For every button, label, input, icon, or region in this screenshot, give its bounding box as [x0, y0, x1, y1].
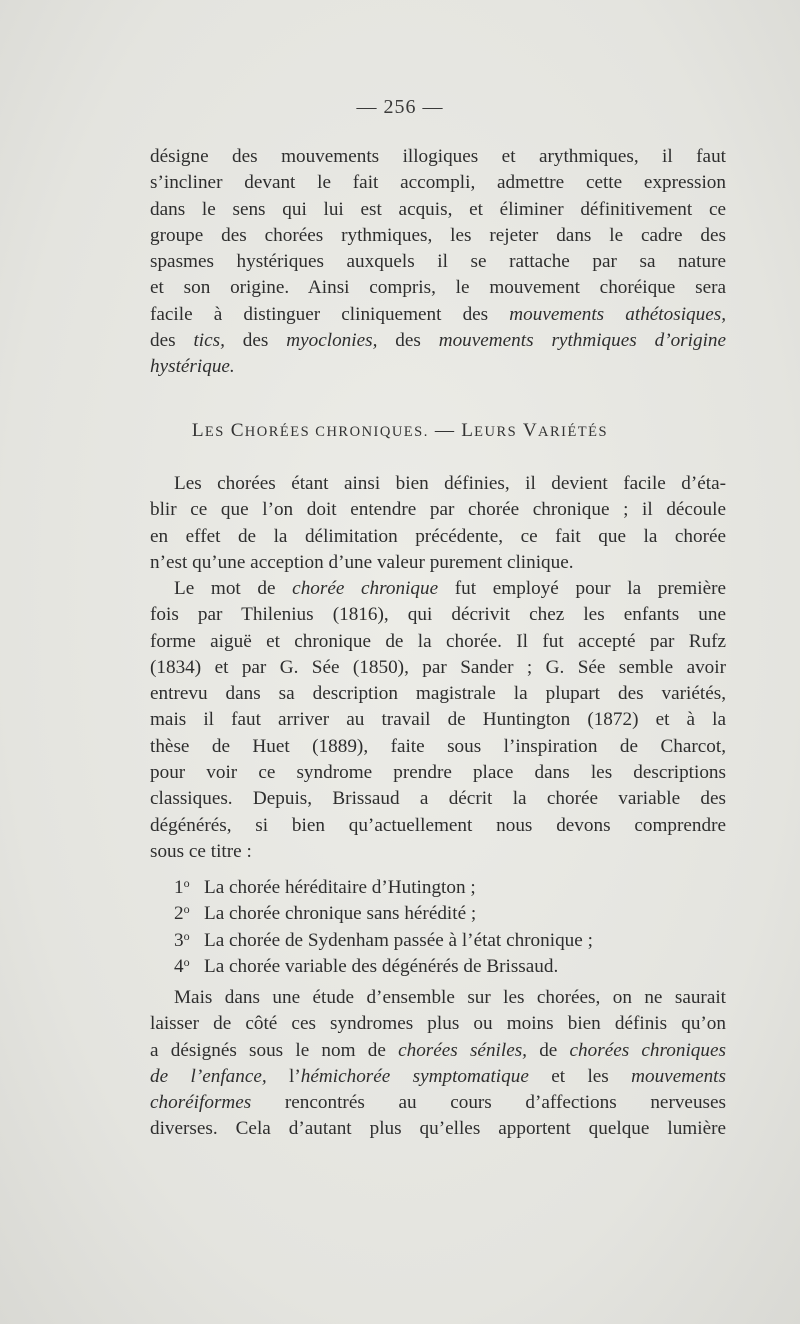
italic-term: myoclonies, — [286, 330, 378, 352]
list-text: La chorée héréditaire d’Hutington ; — [204, 877, 476, 898]
text-line: s’incliner devant le fait accompli, admettre cette expression — [150, 172, 726, 194]
text-line: laisser de côté ces syndromes plus ou moins bien définis qu’on — [150, 1013, 726, 1035]
text-line: (1834) et par G. Sée (1850), par Sander ; G. Sée semble avoir — [150, 656, 726, 678]
text-line: fois par Thilenius (1816), qui décrivit chez les enfants une — [150, 604, 726, 626]
paragraph-1 — [150, 144, 726, 381]
text-line — [150, 302, 726, 328]
italic-term: mouvements — [631, 1065, 726, 1087]
list-text: La chorée de Sydenham passée à l’état chronique ; — [204, 929, 593, 951]
text-line: thèse de Huet (1889), faite sous l’inspiration de Charcot, — [150, 735, 726, 757]
text-line: mais il faut arriver au travail de Huntington (1872) et à la — [150, 709, 726, 731]
list-number: 1$^o$ — [174, 876, 190, 898]
italic-term: tics, — [193, 330, 225, 352]
text-line: groupe des chorées rythmiques, les rejeter dans le cadre des — [150, 224, 726, 246]
text-line — [150, 328, 726, 354]
list-item — [174, 923, 726, 949]
section-heading — [0, 420, 800, 442]
text-run: de — [526, 1039, 570, 1061]
italic-term: hémichorée symptomatique — [300, 1065, 529, 1087]
page-number: — 256 — — [356, 96, 444, 118]
text-line: Les chorées étant ainsi bien définies, il devient facile d’éta- — [174, 473, 726, 494]
heading-dash: — — [434, 420, 456, 441]
italic-term: hystérique. — [150, 356, 235, 378]
text-run: rencontrés au cours d’affections nerveuses — [251, 1092, 726, 1114]
numbered-list — [174, 870, 726, 975]
italic-term: mouvements athétosiques, — [509, 303, 726, 325]
heading-smallcaps: HORÉES CHRONIQUES. — [244, 424, 429, 440]
heading-smallcaps: EURS — [474, 424, 518, 440]
heading-cap: C — [230, 420, 245, 441]
text-line: entrevu dans sa description magistrale la plupart des variétés, — [150, 683, 726, 705]
heading-cap: L — [191, 420, 205, 441]
list-item — [174, 949, 726, 975]
italic-term: choréiformes — [150, 1092, 252, 1114]
heading-cap: L — [461, 420, 475, 441]
text-run: des — [377, 330, 439, 352]
text-line — [150, 1090, 726, 1116]
text-line: dans le sens qui lui est acquis, et éliminer définitivement ce — [150, 198, 726, 220]
list-text: La chorée chronique sans hérédité ; — [204, 903, 477, 925]
text-line: n’est qu’une acception d’une valeur purement clinique. — [150, 551, 574, 573]
list-item — [174, 870, 726, 896]
paragraph-4 — [150, 985, 726, 1143]
text-run: a désignés sous le nom de — [150, 1039, 399, 1061]
italic-term: chorée chronique — [292, 578, 439, 599]
list-number: 2$^o$ — [174, 902, 190, 925]
italic-term: chorées séniles, — [398, 1039, 527, 1061]
paragraph-2 — [150, 471, 726, 576]
text-run: facile à distinguer cliniquement des — [150, 303, 510, 325]
text-line: sous ce titre : — [150, 840, 252, 862]
italic-term: mouvements rythmiques d’origine — [438, 330, 727, 352]
list-number: 3$^o$ — [174, 928, 190, 951]
text-line: Mais dans une étude d’ensemble sur les chorées, on ne saurait — [174, 987, 726, 1008]
text-line: spasmes hystériques auxquels il se rattache par sa nature — [150, 251, 726, 273]
italic-term: chorées chroniques — [569, 1039, 726, 1061]
paragraph-3 — [150, 576, 726, 865]
text-run: et les — [528, 1065, 632, 1087]
text-line: et son origine. Ainsi compris, le mouvement choréique sera — [150, 277, 726, 299]
text-line: dégénérés, si bien qu’actuellement nous devons comprendre — [150, 814, 726, 836]
heading-cap: V — [522, 420, 538, 441]
list-item — [174, 896, 726, 925]
text-line: blir ce que l’on doit entendre par chorée chronique ; il découle — [150, 499, 726, 521]
heading-smallcaps: ARIÉTÉS — [537, 424, 609, 440]
text-line — [150, 354, 726, 380]
text-run: des — [224, 330, 287, 352]
heading-smallcaps: ES — [204, 424, 225, 440]
text-run: fut employé pour la première — [438, 578, 726, 599]
text-line: classiques. Depuis, Brissaud a décrit la chorée variable des — [150, 788, 726, 810]
text-line — [150, 1038, 726, 1064]
text-line: forme aiguë et chronique de la chorée. Il fut accepté par Rufz — [150, 630, 726, 652]
text-run: l’ — [266, 1065, 301, 1087]
text-line — [150, 1064, 726, 1090]
italic-term: de l’enfance, — [150, 1065, 267, 1087]
list-number: 4$^o$ — [174, 954, 190, 977]
text-line: en effet de la délimitation précédente, ce fait que la chorée — [150, 525, 726, 547]
list-text: La chorée variable des dégénérés de Brissaud. — [204, 955, 559, 977]
text-line: pour voir ce syndrome prendre place dans les descriptions — [150, 762, 726, 784]
text-line: désigne des mouvements illogiques et arythmiques, il faut — [150, 146, 726, 167]
text-line: diverses. Cela d’autant plus qu’elles apportent quelque lumière — [150, 1118, 726, 1140]
text-run: Le mot de — [174, 578, 293, 599]
text-run: des — [150, 330, 194, 352]
text-line — [150, 576, 726, 602]
